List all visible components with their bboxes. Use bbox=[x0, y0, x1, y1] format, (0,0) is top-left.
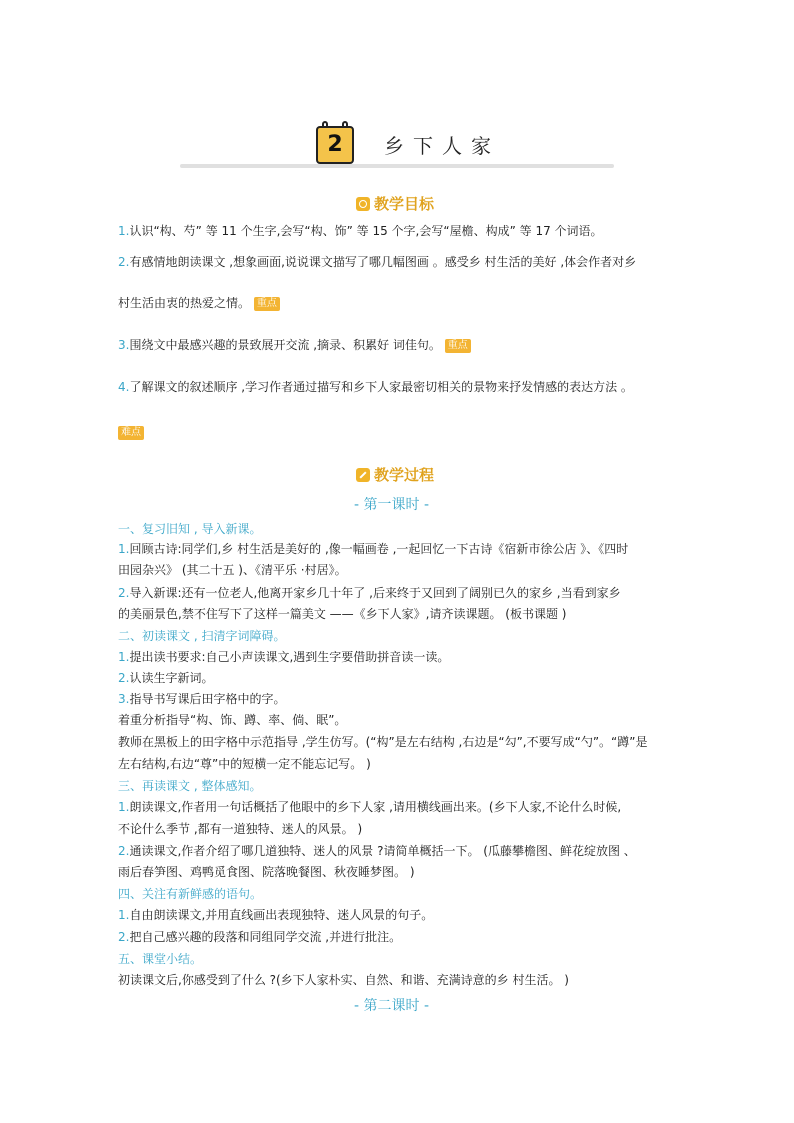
content-line: 1.提出读书要求:自己小声读课文,遇到生字要借助拼音读一读。 bbox=[118, 650, 450, 664]
content-line: 2.认读生字新词。 bbox=[118, 671, 214, 685]
content-line: 不论什么季节 ,都有一道独特、迷人的风景。 ) bbox=[118, 822, 363, 836]
content-line: 2.通读课文,作者介绍了哪几道独特、迷人的风景 ?请简单概括一下。 (瓜藤攀檐图、鲜花绽放图 、 bbox=[118, 844, 636, 858]
goal-item: 4.了解课文的叙述顺序 ,学习作者通过描写和乡下人家最密切相关的景物来抒发情感的表达方法 。 bbox=[118, 380, 633, 394]
key-point-badge: 重点 bbox=[254, 297, 280, 311]
target-icon bbox=[356, 197, 370, 211]
goal-item: 2.有感情地朗读课文 ,想象画面,说说课文描写了哪几幅图画 。感受乡 村生活的美好 ,体会作者对乡 bbox=[118, 255, 637, 269]
goal-item bbox=[118, 425, 144, 440]
content-line: 2.把自己感兴趣的段落和同组同学交流 ,并进行批注。 bbox=[118, 930, 402, 944]
content-line: 着重分析指导“构、饰、蹲、率、倘、眠”。 bbox=[118, 713, 347, 727]
process-icon bbox=[356, 468, 370, 482]
content-line: 左右结构,右边“尊”中的短横一定不能忘记写。 ) bbox=[118, 757, 371, 771]
content-line: 教师在黑板上的田字格中示范指导 ,学生仿写。(“构”是左右结构 ,右边是“勾”,不要写成“勺”。“蹲”是 bbox=[118, 735, 648, 749]
content-line: 1.朗读课文,作者用一句话概括了他眼中的乡下人家 ,请用横线画出来。(乡下人家,不论什么时候, bbox=[118, 800, 622, 814]
lesson-title: 乡下人家 bbox=[384, 134, 500, 158]
difficulty-badge: 难点 bbox=[118, 426, 144, 440]
step-heading: 四、关注有新鲜感的语句。 bbox=[118, 887, 263, 901]
period-two-heading: - 第二课时 - bbox=[354, 998, 430, 1014]
key-point-badge: 重点 bbox=[445, 339, 471, 353]
goal-item: 村生活由衷的热爱之情。 重点 bbox=[118, 294, 280, 311]
content-line: 3.指导书写课后田字格中的字。 bbox=[118, 692, 286, 706]
content-line: 初读课文后,你感受到了什么 ?(乡下人家朴实、自然、和谐、充满诗意的乡 村生活。 ) bbox=[118, 973, 569, 987]
step-heading: 一、复习旧知 , 导入新课。 bbox=[118, 522, 262, 536]
content-line: 1.回顾古诗:同学们,乡 村生活是美好的 ,像一幅画卷 ,一起回忆一下古诗《宿新市徐公店 》、《四时 bbox=[118, 542, 629, 556]
goal-item: 3.围绕文中最感兴趣的景致展开交流 ,摘录、积累好 词佳句。 重点 bbox=[118, 336, 471, 353]
goal-item: 1.认识“构、芍” 等 11 个生字,会写“构、饰” 等 15 个字,会写“屋檐、构成” 等 17 个词语。 bbox=[118, 224, 603, 238]
title-divider bbox=[180, 164, 614, 168]
content-line: 田园杂兴》 (其二十五 )、《清平乐 ·村居》。 bbox=[118, 563, 347, 577]
content-line: 2.导入新课:还有一位老人,他离开家乡几十年了 ,后来终于又回到了阔别已久的家乡 ,当看到家乡 bbox=[118, 586, 621, 600]
lesson-number: 2 bbox=[316, 126, 354, 164]
content-line: 雨后春笋图、鸡鸭觅食图、院落晚餐图、秋夜睡梦图。 ) bbox=[118, 865, 415, 879]
step-heading: 五、课堂小结。 bbox=[118, 952, 203, 966]
content-line: 的美丽景色,禁不住写下了这样一篇美文 ——《乡下人家》,请齐读课题。 (板书课题 ) bbox=[118, 607, 567, 621]
period-one-heading: - 第一课时 - bbox=[354, 497, 430, 513]
goals-heading: 教学目标 bbox=[356, 193, 434, 214]
process-heading: 教学过程 bbox=[356, 464, 434, 485]
content-line: 1.自由朗读课文,并用直线画出表现独特、迷人风景的句子。 bbox=[118, 908, 434, 922]
step-heading: 二、初读课文 , 扫清字词障碍。 bbox=[118, 629, 286, 643]
step-heading: 三、再读课文 , 整体感知。 bbox=[118, 779, 262, 793]
